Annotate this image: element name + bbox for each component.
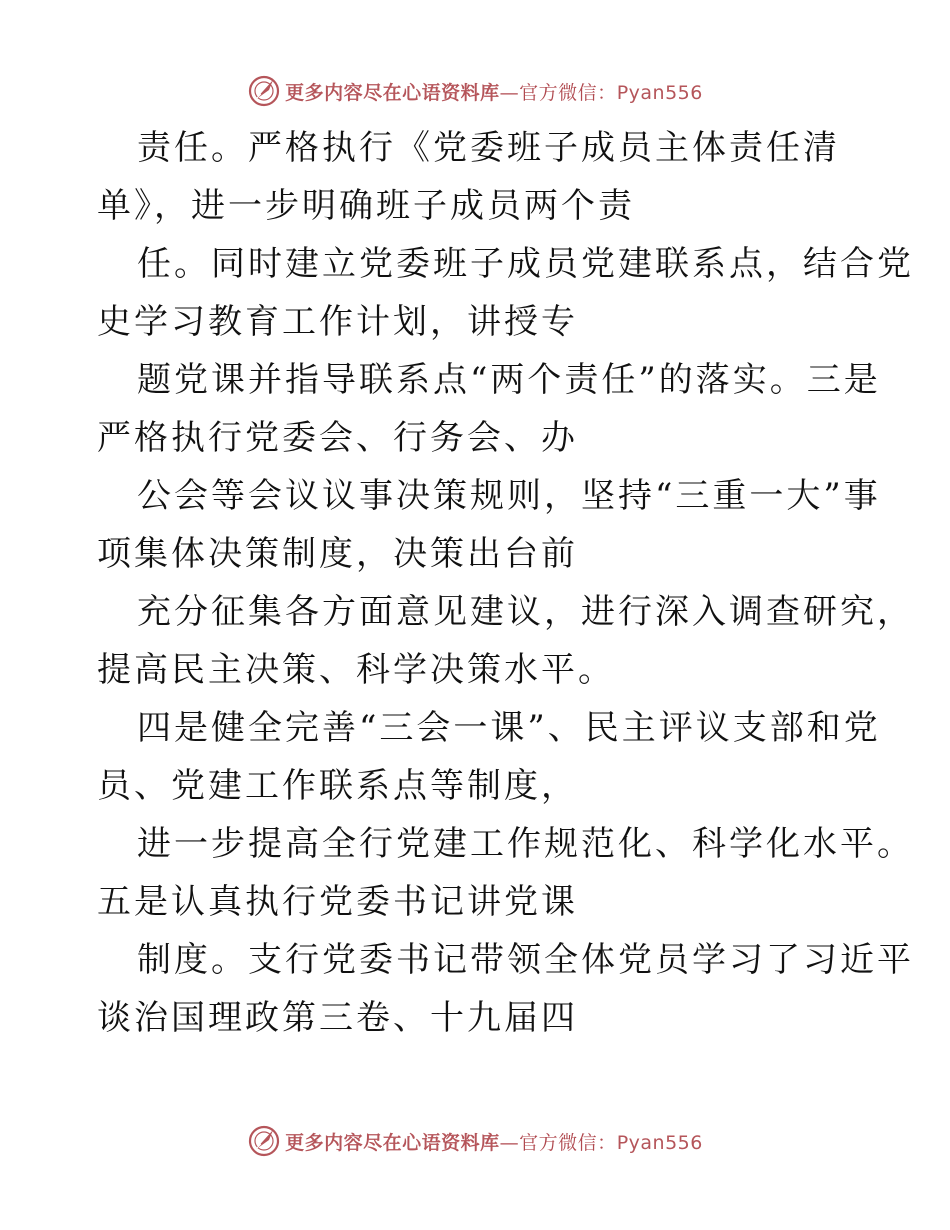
text-line: 进一步提高全行党建工作规范化、科学化水平。 xyxy=(137,824,914,864)
footer-watermark xyxy=(0,1121,950,1161)
text-line: 谈治国理政第三卷、十九届四 xyxy=(97,998,578,1038)
text-line: 四是健全完善“三会一课”、民主评议支部和党 xyxy=(137,708,881,748)
text-line: 严格执行党委会、行务会、办 xyxy=(97,418,578,458)
watermark-wechat-label: 官方微信： xyxy=(519,81,617,104)
watermark-dash: — xyxy=(499,81,520,104)
watermark-wechat-id: Pyan556 xyxy=(616,1131,703,1154)
watermark-wechat-label: 官方微信： xyxy=(519,1131,617,1154)
text-line: 充分征集各方面意见建议，进行深入调查研究， xyxy=(137,592,914,632)
watermark-main: 更多内容尽在心语资料库 xyxy=(285,81,500,104)
watermark-text xyxy=(285,1128,703,1155)
header-watermark xyxy=(0,71,950,111)
text-line: 任。同时建立党委班子成员党建联系点，结合党 xyxy=(137,244,914,284)
watermark-main: 更多内容尽在心语资料库 xyxy=(285,1131,500,1154)
text-line: 单》，进一步明确班子成员两个责 xyxy=(97,186,635,226)
text-line: 提高民主决策、科学决策水平。 xyxy=(97,650,615,690)
text-line: 项集体决策制度，决策出台前 xyxy=(97,534,578,574)
text-line: 题党课并指导联系点“两个责任”的落实。三是 xyxy=(137,360,881,400)
watermark-wechat-id: Pyan556 xyxy=(616,81,703,104)
watermark-text xyxy=(285,78,703,105)
quill-pen-circle-icon xyxy=(247,1124,281,1158)
text-line: 制度。支行党委书记带领全体党员学习了习近平 xyxy=(137,940,914,980)
text-line: 五是认真执行党委书记讲党课 xyxy=(97,882,578,922)
text-line: 公会等会议议事决策规则，坚持“三重一大”事 xyxy=(137,476,881,516)
text-line: 史学习教育工作计划，讲授专 xyxy=(97,302,578,342)
quill-pen-circle-icon xyxy=(247,74,281,108)
text-line: 责任。严格执行《党委班子成员主体责任清 xyxy=(137,128,840,168)
text-line: 员、党建工作联系点等制度， xyxy=(97,766,578,806)
watermark-dash: — xyxy=(499,1131,520,1154)
